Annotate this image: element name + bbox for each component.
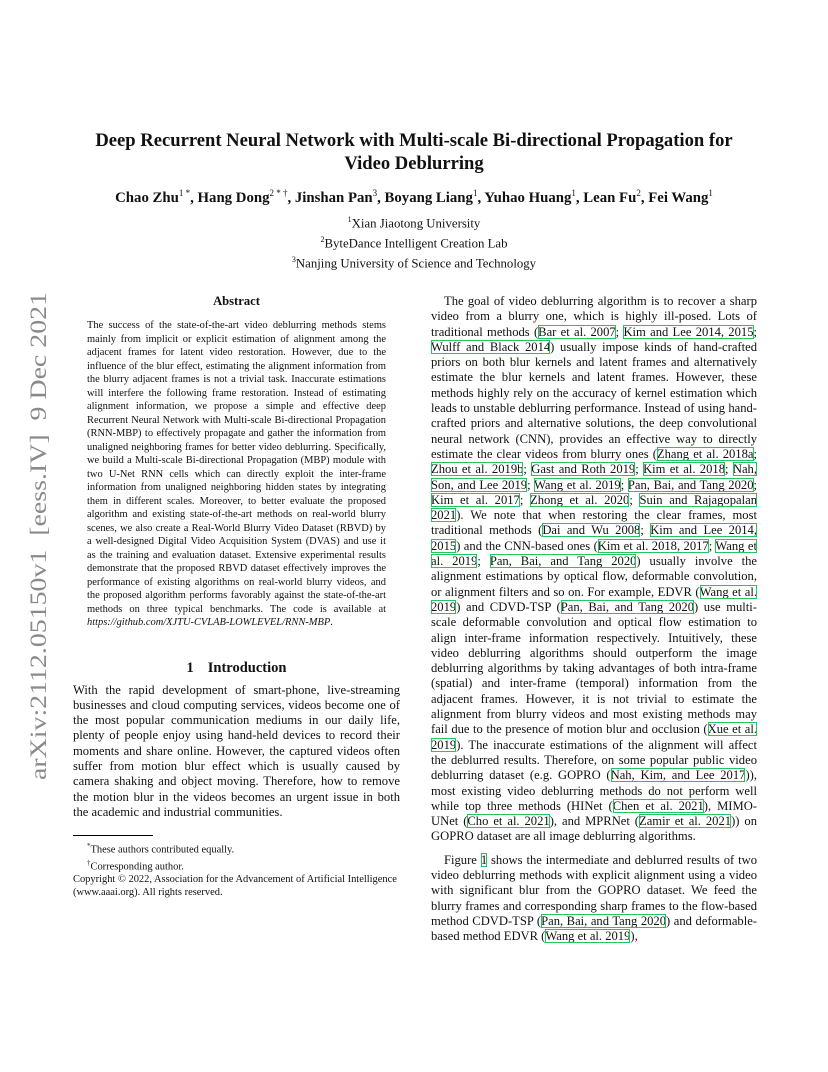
author-list	[40, 188, 788, 207]
citation-link[interactable]: Kim and Lee 2014, 2015	[623, 324, 754, 339]
footnote-corr-text: Corresponding author.	[90, 861, 184, 873]
author-affiliation-mark: 2	[636, 188, 641, 198]
affiliations	[160, 212, 668, 271]
footnote-corr-mark: †	[87, 858, 91, 867]
left-column	[73, 294, 400, 899]
text-run: ;	[725, 462, 733, 477]
author-affiliation-mark: 2 * †	[269, 188, 288, 198]
text-run: ) and the CNN-based ones (	[456, 538, 598, 553]
footnote-equal-contribution	[73, 840, 400, 856]
text-run: ;	[753, 324, 757, 339]
text-run: ) and CDVD-TSP (	[456, 599, 561, 614]
text-run: Figure	[444, 852, 481, 867]
affiliation	[160, 232, 668, 252]
text-run: ;	[635, 462, 644, 477]
text-run: ;	[527, 477, 535, 492]
right-column	[431, 294, 757, 944]
text-run: ),	[630, 929, 638, 944]
author-separator: ,	[477, 189, 485, 206]
citation-link[interactable]: Bar et al. 2007	[538, 324, 616, 339]
affiliation-name: Nanjing University of Science and Technology	[295, 255, 537, 270]
title-line-2: Video Deblurring	[344, 153, 484, 174]
abstract-text	[87, 319, 386, 630]
title-line-1: Deep Recurrent Neural Network with Multi-scale Bi-directional Propagation for	[95, 130, 733, 151]
footnotes	[73, 840, 400, 899]
text-run: ), and MPRNet (	[549, 814, 639, 829]
author-separator: ,	[287, 189, 295, 206]
abstract-body: The success of the state-of-the-art video deblurring methods stems mainly from implicit or explicit estimation of alignment among the adjacent frames for latent video restoration. However, due to the influence of the blur effect, estimating the alignment information from the blurry adjacent frames is not a trivial task. Inaccurate estimations will interfere the following frame restoration. Instead of estimating alignment information, we propose a simple and effective deep Recurrent Neural Network with Multi-scale Bi-directional Propagation (RNN-MBP) to effectively propagate and gather the information from unaligned neighboring frames for better video deblurring. Specifically, we build a Multi-scale Bi-directional Propagation (MBP) module with two U-Net RNN cells which can directly exploit the inter-frame information from unaligned neighboring hidden states by integrating them in different scales. Moreover, to better evaluate the proposed algorithm and existing state-of-the-art methods on real-world blurry scenes, we also create a Real-World Blurry Video Dataset (RBVD) by a well-designed Digital Video Acquisition System (DVAS) and use it as the training and evaluation dataset. Extensive experimental results demonstrate that the proposed RBVD dataset effectively improves the performance of existing algorithms on real-world blurry videos, and the proposed algorithm performs favorably against the state-of-the-art methods on three typical benchmarks. The code is available at	[87, 320, 386, 615]
citation-link[interactable]: Pan, Bai, and Tang 2020	[627, 477, 754, 492]
abstract-end: .	[330, 617, 333, 628]
citation-link[interactable]: Dai and Wu 2008	[542, 523, 641, 538]
citation-link[interactable]: Kim et al. 2017	[431, 492, 520, 507]
text-run: ;	[753, 477, 757, 492]
author-affiliation-mark: 3	[372, 188, 378, 198]
text-run: ;	[753, 446, 757, 461]
right-paragraph-2	[431, 853, 757, 945]
text-run: ;	[523, 462, 532, 477]
affiliation-name: Xian Jiaotong University	[351, 216, 481, 231]
intro-paragraph: With the rapid development of smart-phone, live-streaming businesses and cloud computing services, videos become one of the most popular communication mediums in our daily life, plenty of people enjoy using hand-held devices to record their moments and share online. However, the captured videos often suffer from motion blur effect which is usually caused by camera shaking and object moving. Therefore, how to remove the motion blur in the videos becomes an urgent issue in both the academic and industrial communities.	[73, 682, 400, 819]
citation-link[interactable]: Gast and Roth 2019	[531, 462, 636, 477]
citation-link[interactable]: Kim et al. 2018	[643, 462, 725, 477]
text-run: )), most existing video deblurring methods do not perform well while top three methods (HINet (	[431, 768, 757, 813]
citation-link[interactable]: Nah, Son, and Lee 2019	[431, 462, 757, 492]
citation-link[interactable]: Zhong et al. 2020	[530, 492, 630, 507]
text-run: ;	[519, 492, 530, 507]
text-run: ;	[629, 492, 640, 507]
text-run: ) usually involve the alignment estimations by optical flow, deformable convolution, or alignment filters and so on. For example, EDVR (	[431, 554, 757, 599]
text-run: )) on GOPRO dataset are all image deblurring algorithms.	[431, 814, 757, 844]
text-run: ;	[640, 523, 651, 538]
text-run: ) usually impose kinds of hand-crafted priors on both blur kernels and latent frames and alternatively estimate the blur kernels and latent frames. However, these methods highly rely on the accuracy of kernel estimation which leads to unstable deblurring performance. Instead of using hand-crafted priors and alternative solutions, the deep convolutional neural network (CNN), provides an effective way to directly estimate the clear videos from blurry ones (	[431, 339, 757, 461]
citation-link[interactable]: 1	[480, 852, 488, 867]
author-affiliation-mark: 1	[571, 188, 576, 198]
author-name: Hang Dong	[197, 189, 270, 206]
author-name: Boyang Liang	[384, 189, 473, 206]
citation-link[interactable]: Cho et al. 2021	[467, 814, 550, 829]
abstract-heading: Abstract	[213, 294, 260, 308]
code-url-link[interactable]: https://github.com/XJTU-CVLAB-LOWLEVEL/RNN-MBP	[87, 617, 331, 628]
section-title: Introduction	[207, 659, 287, 676]
footnote-equal-mark: *	[87, 842, 91, 851]
author-name: Yuhao Huang	[484, 189, 572, 206]
text-run: ;	[477, 554, 490, 569]
text-run: ;	[620, 477, 628, 492]
citation-link[interactable]: Kim et al. 2018, 2017	[597, 538, 709, 553]
text-run: shows the intermediate and deblurred results of two video deblurring methods with explicit alignment using a video with significant blur from the GOPRO dataset. We feed the blurry frames and corresponding sharp frames to the flow-based method CDVD-TSP (	[431, 852, 758, 928]
citation-link[interactable]: Kim and Lee 2014, 2015	[431, 523, 757, 553]
text-run: ) and deformable-based method EDVR (	[431, 913, 757, 944]
footnote-corresponding	[73, 857, 400, 873]
citation-link[interactable]: Pan, Bai, and Tang 2020	[489, 554, 637, 569]
author-affiliation-mark: 1	[708, 188, 713, 198]
citation-link[interactable]: Wang et al. 2019	[431, 584, 758, 614]
text-run: ), MIMO-UNet (	[431, 798, 757, 829]
affiliation-number: 1	[347, 215, 352, 224]
text-run: The goal of video deblurring algorithm is to recover a sharp video from a blurry one, which is highly ill-posed. Lots of traditional methods (	[431, 294, 757, 339]
author-separator: ,	[640, 189, 649, 206]
arxiv-stamp-text: arXiv:2112.05150v1 [eess.IV] 9 Dec 2021	[26, 377, 51, 780]
copyright-notice: Copyright © 2022, Association for the Advancement of Artificial Intelligence (www.aaai.org). All rights reserved.	[73, 874, 397, 899]
affiliation	[160, 212, 668, 232]
right-paragraph-1	[431, 294, 757, 845]
arxiv-margin-stamp	[10, 290, 68, 780]
citation-link[interactable]: Zhang et al. 2018a	[656, 446, 754, 461]
citation-link[interactable]: Suin and Rajagopalan 2021	[431, 492, 757, 523]
citation-link[interactable]: Xue et al. 2019	[431, 722, 757, 752]
citation-link[interactable]: Wulff and Black 2014	[431, 339, 551, 354]
text-run: ). The inaccurate estimations of the alignment will affect the deblurred results. Therefore, on some popular public video deblurring dataset (e.g. GOPRO (	[431, 737, 757, 783]
author-name: Fei Wang	[648, 189, 709, 206]
author-separator: ,	[190, 189, 198, 206]
citation-link[interactable]: Chen et al. 2021	[612, 798, 704, 813]
footnote-equal-text: These authors contributed equally.	[90, 844, 235, 856]
citation-link[interactable]: Wang et al. 2019	[545, 929, 631, 944]
footnote-rule	[73, 835, 153, 836]
citation-link[interactable]: Pan, Bai, and Tang 2020	[560, 599, 694, 614]
text-run: ;	[708, 538, 716, 553]
citation-link[interactable]: Zhou et al. 2019b	[431, 462, 524, 477]
citation-link[interactable]: Wang et al. 2019	[534, 477, 621, 492]
citation-link[interactable]: Wang et al. 2019	[431, 538, 757, 569]
citation-link[interactable]: Zamir et al. 2021	[639, 814, 732, 829]
affiliation-number: 3	[291, 254, 296, 264]
citation-link[interactable]: Pan, Bai, and Tang 2020	[541, 913, 667, 928]
author-affiliation-mark: 1	[472, 188, 478, 198]
author-name: Chao Zhu	[115, 189, 179, 206]
text-run: ;	[615, 324, 624, 339]
affiliation-name: ByteDance Intelligent Creation Lab	[324, 236, 508, 251]
author-name: Jinshan Pan	[294, 189, 373, 206]
citation-link[interactable]: Nah, Kim, and Lee 2017	[610, 768, 746, 783]
author-name: Lean Fu	[583, 189, 637, 206]
author-affiliation-mark: 1 *	[178, 188, 191, 198]
affiliation-number: 2	[320, 234, 325, 244]
author-separator: ,	[575, 189, 584, 206]
author-separator: ,	[377, 189, 385, 206]
text-run: ) use multi-scale deformable convolution and optical flow estimation to align inter-frame information respectively. Intuitively, these video deblurring algorithms should outperform the image deblurring algorithms by taking advantages of both intra-frame (spatial) and inter-frame (temporal) information from the adjacent frames. However, it is not trivial to estimate the alignment from blurry videos and most existing methods may fail due to the presence of motion blur and occlusion (	[431, 599, 757, 737]
affiliation	[160, 252, 668, 272]
paper-title	[60, 129, 768, 175]
section-heading-introduction	[73, 660, 400, 677]
text-run: ). We note that when restoring the clear frames, most traditional methods (	[431, 508, 757, 538]
section-number: 1	[186, 659, 194, 676]
